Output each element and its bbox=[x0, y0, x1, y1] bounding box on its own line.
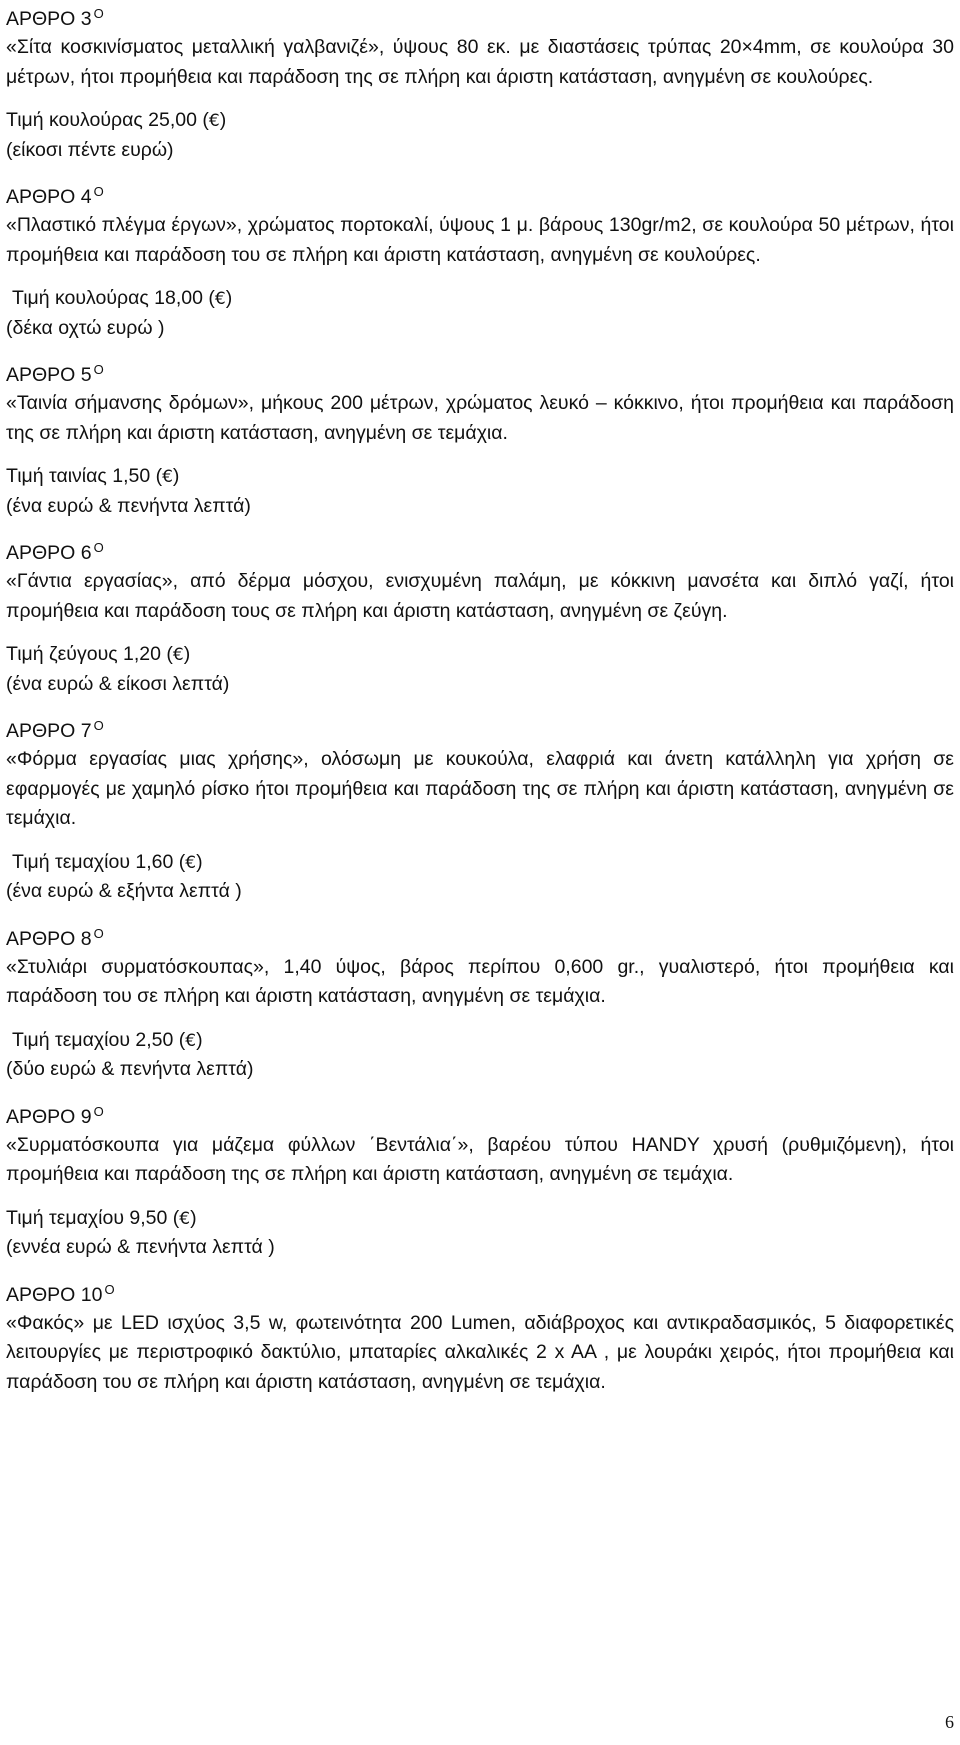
article-price-words: (είκοσι πέντε ευρώ) bbox=[6, 138, 174, 161]
article-8 bbox=[6, 920, 954, 1084]
article-description: «Γάντια εργασίας», από δέρμα μόσχου, ενισχυμένη παλάμη, με κόκκινη μανσέτα και διπλό γαζί, ήτοι προμήθεια και παράδοση τους σε πλήρη και άριστη κατάσταση, ανηγμένη σε ζεύγη. bbox=[6, 570, 954, 622]
article-price: Τιμή κουλούρας 18,00 (€) bbox=[12, 287, 233, 309]
article-9 bbox=[6, 1098, 954, 1262]
article-3 bbox=[6, 0, 954, 164]
article-10 bbox=[6, 1276, 954, 1398]
article-price-words: (ένα ευρώ & εξήντα λεπτά ) bbox=[6, 880, 242, 902]
euro-icon: € bbox=[162, 467, 173, 487]
article-price-words: (δύο ευρώ & πενήντα λεπτά) bbox=[6, 1058, 254, 1080]
article-price-words: (ένα ευρώ & είκοσι λεπτά) bbox=[6, 672, 230, 695]
article-heading: ΑΡΘΡΟ 6 $^O$ bbox=[6, 540, 104, 564]
article-description: «Στυλιάρι συρματόσκουπας», 1,40 ύψος, βάρος περίπου 0,600 gr., γυαλιστερό, ήτοι προμήθεια και παράδοση του σε πλήρη και άριστη κατάσταση, ανηγμένη σε τεμάχια. bbox=[6, 955, 954, 1007]
article-price: Τιμή τεμαχίου 2,50 (€) bbox=[12, 1028, 203, 1051]
page-number: 6 bbox=[945, 1712, 954, 1732]
article-5 bbox=[6, 356, 954, 520]
article-7 bbox=[6, 712, 954, 906]
article-price: Τιμή κουλούρας 25,00 (€) bbox=[6, 109, 227, 131]
article-heading: ΑΡΘΡΟ 7 $^O$ bbox=[6, 718, 104, 742]
article-heading: ΑΡΘΡΟ 4 $^O$ bbox=[6, 184, 104, 208]
article-price: Τιμή τεμαχίου 1,60 (€) bbox=[12, 850, 203, 873]
article-heading: ΑΡΘΡΟ 9 $^O$ bbox=[6, 1103, 104, 1128]
article-description: «Πλαστικό πλέγμα έργων», χρώματος πορτοκαλί, ύψους 1 μ. βάρους 130gr/m2, σε κουλούρα 50 μέτρων, ήτοι προμήθεια και παράδοση του σε πλήρη και άριστη κατάσταση, ανηγμένη σε κουλούρες. bbox=[6, 214, 954, 266]
article-price: Τιμή ταινίας 1,50 (€) bbox=[6, 465, 180, 487]
article-price-words: (εννέα ευρώ & πενήντα λεπτά ) bbox=[6, 1236, 275, 1258]
article-price-words: (ένα ευρώ & πενήντα λεπτά) bbox=[6, 494, 251, 517]
article-price: Τιμή τεμαχίου 9,50 (€) bbox=[6, 1206, 197, 1229]
article-description: «Σίτα κοσκινίσματος μεταλλική γαλβανιζέ», ύψους 80 εκ. με διαστάσεις τρύπας 20×4mm, σε κουλούρα 30 μέτρων, ήτοι προμήθεια και παράδοση της σε πλήρη και άριστη κατάσταση, ανηγμένη σε κουλούρες. bbox=[6, 36, 954, 88]
article-description: «Ταινία σήμανσης δρόμων», μήκους 200 μέτρων, χρώματος λευκό – κόκκινο, ήτοι προμήθεια και παράδοση της σε πλήρη και άριστη κατάσταση, ανηγμένη σε τεμάχια. bbox=[6, 392, 954, 444]
euro-icon: € bbox=[172, 645, 184, 665]
document-page bbox=[6, 0, 954, 1397]
article-heading: ΑΡΘΡΟ 5 $^O$ bbox=[6, 362, 104, 386]
article-description: «Φακός» με LED ισχύος 3,5 w, φωτεινότητα 200 Lumen, αδιάβροχος και αντικραδασμικός, 5 διαφορετικές λειτουργίες με περιστροφικό δακτύλιο, μπαταρίες αλκαλικές 2 x AA , με λουράκι χειρός, ήτοι προμήθεια και παράδοση του σε πλήρη και άριστη κατάσταση, ανηγμένη σε τεμάχια. bbox=[6, 1311, 954, 1393]
article-4 bbox=[6, 178, 954, 342]
euro-icon: € bbox=[185, 852, 197, 873]
article-description: «Συρματόσκουπα για μάζεμα φύλλων ΄Βεντάλια΄», βαρέου τύπου HANDY χρυσή (ρυθμιζόμενη), ήτοι προμήθεια και παράδοση της σε πλήρη και άριστη κατάσταση, ανηγμένη σε τεμάχια. bbox=[6, 1133, 954, 1185]
article-heading: ΑΡΘΡΟ 3 $^O$ bbox=[6, 6, 104, 30]
article-heading: ΑΡΘΡΟ 8 $^O$ bbox=[6, 925, 104, 950]
article-heading: ΑΡΘΡΟ 10 $^O$ bbox=[6, 1281, 115, 1306]
article-price-words: (δέκα οχτώ ευρώ ) bbox=[6, 316, 165, 339]
euro-icon: € bbox=[179, 1208, 191, 1229]
euro-icon: € bbox=[208, 111, 220, 131]
euro-icon: € bbox=[214, 289, 226, 309]
euro-icon: € bbox=[185, 1030, 197, 1051]
article-6 bbox=[6, 534, 954, 698]
article-description: «Φόρμα εργασίας μιας χρήσης», ολόσωμη με κουκούλα, ελαφριά και άνετη κατάλληλη για χρήση σε εφαρμογές με χαμηλό ρίσκο ήτοι προμήθεια και παράδοση της σε πλήρη και άριστη κατάσταση, ανηγμένη σε τεμάχια. bbox=[6, 748, 954, 829]
article-price: Τιμή ζεύγους 1,20 (€) bbox=[6, 643, 191, 665]
